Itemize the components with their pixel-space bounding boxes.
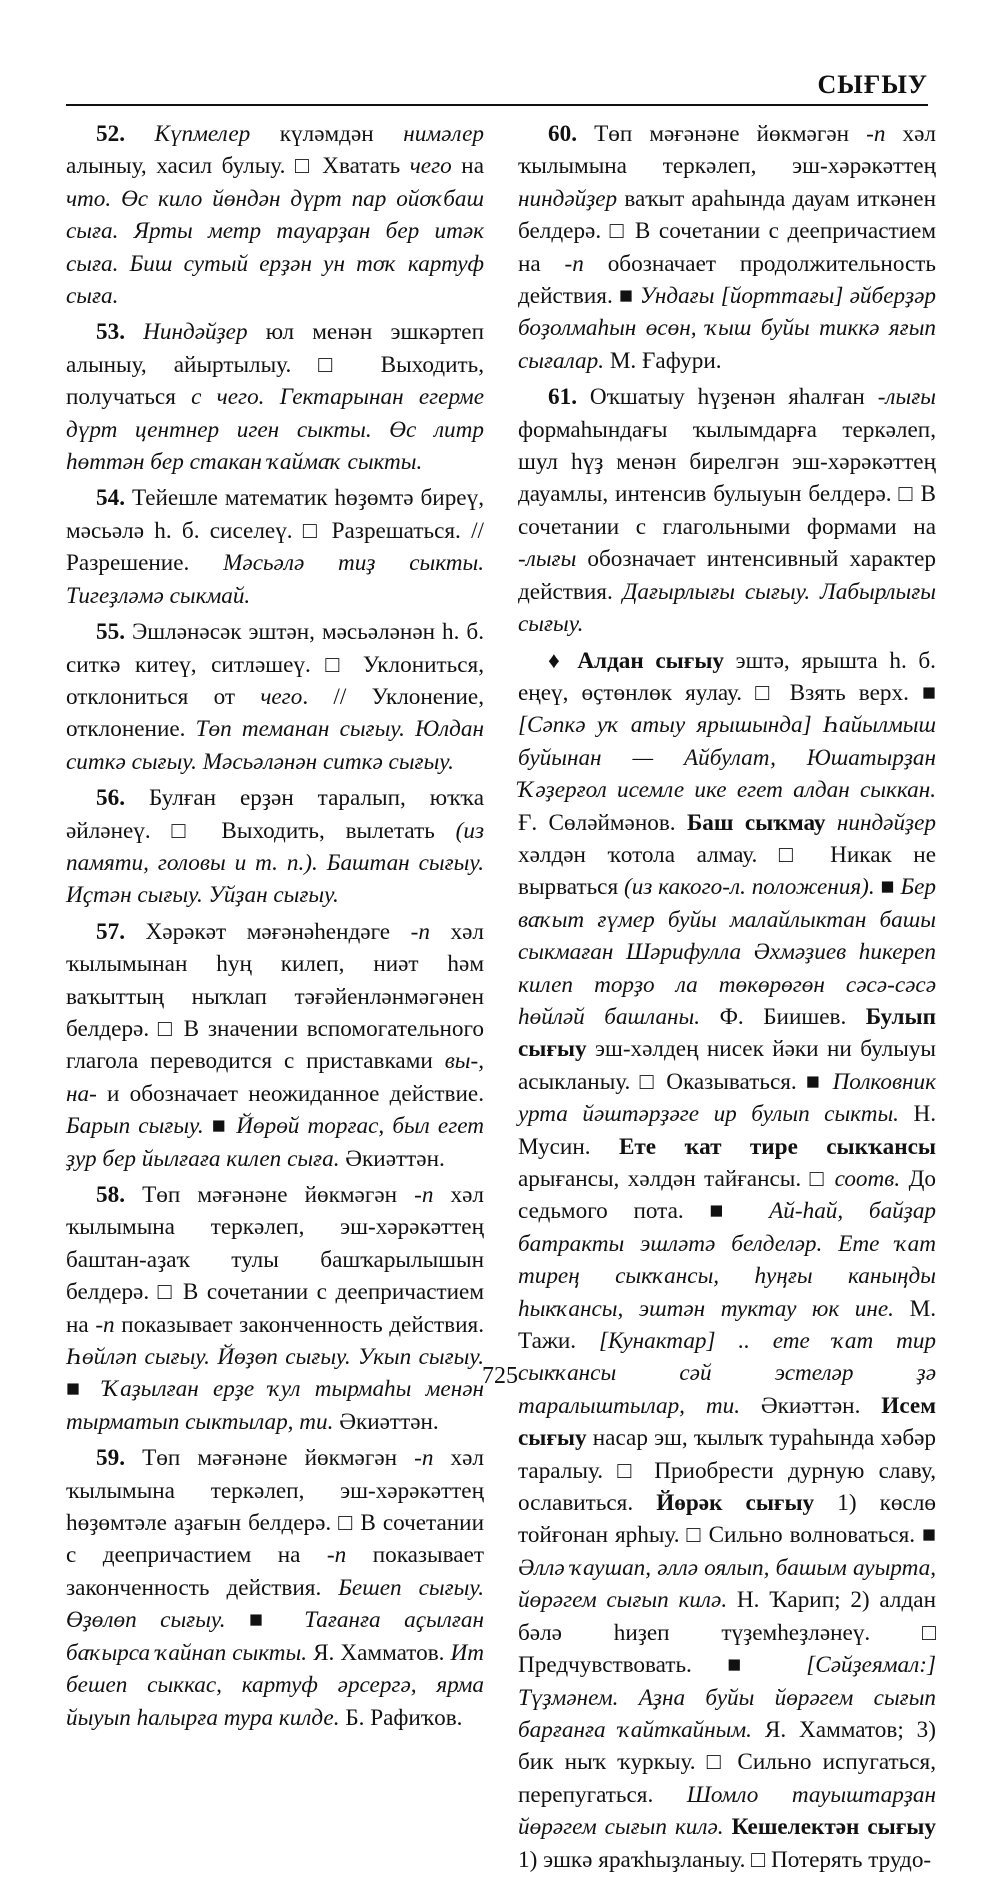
left-column <box>66 118 484 1738</box>
dictionary-entry-59: 59. Төп мәғәнәне йөкмәгән -п хәл ҡылымына теркәлеп, эш-хәрәкәттең һөҙөмтәле аҙағын белдерә. □ В сочетании с деепричастием на -п показывает законченность действия. Бешеп сығыу. Өҙөлөп сығыу. ■ Тағанға аҫылған баҡырса ҡайнап сыкты. Я. Хамматов. Ит бешеп сыккас, картуф әрсергә, ярма йыуып һалырға тура килде. Б. Рафиҡов. <box>66 1445 484 1731</box>
header-rule <box>66 104 928 106</box>
dictionary-entry-idioms: ♦ Алдан сығыу эштә, ярышта һ. б. еңеү, өҫтөнлөк яулау. □ Взять верх. ■ [Сәпкә уҡ атыу ярышында] Һайылмыш буйынан — Айбулат, Юшатырҙан Ҡәҙерғол исемле ике егет алдан сыккан. Ғ. Сөләймәнов. Баш сыҡмау ниндәйҙер хәлдән ҡотола алмау. □ Никак не вырваться (из какого-л. положения). ■ Бер ваҡыт ғүмер буйы малайлыктан башы сыкмаған Шәрифулла Әхмәҙиев һикереп килеп торҙо ла төкөрөгөн сәсә-сәсә һөйләй башланы. Ф. Биишев. Булып сығыу эш-хәлдең нисек йәки ни булыуы асыкланыу. □ Оказываться. ■ Полковник урта йәштәрҙәге ир булып сыкты. Н. Мусин. Ете ҡат тире сыкҡансы арығансы, хәлдән тайғансы. □ соотв. До седьмого пота. ■ Ай-һай, байҙар батракты эшләтә белделәр. Ете ҡат тирең сыкҡансы, һуңғы каныңды һыкҡансы, эштән туктау юк ине. М. Тажи. [Кунактар] .. ете ҡат тир сыкҡансы сәй эстеләр ҙә таралыштылар, ти. Әкиәттән. Исем сығыу насар эш, ҡылыҡ тураһында хәбәр таралыу. □ Приобрести дурную славу, ославиться. Йөрәк сығыу 1) көслө тойғонан ярһыу. □ Сильно волноваться. ■ Әллә ҡаушап, әллә оялып, башым ауырта, йөрәгем сығып килә. Н. Ҡарип; 2) алдан бәлә һиҙеп түҙемһеҙләнеү. □ Предчувствовать. ■ [Сәйҙеямал:] Түҙмәнем. Аҙна буйы йөрәгем сығып барғанға ҡайткайным. Я. Хамматов; 3) бик ныҡ ҡуркыу. □ Сильно испугаться, перепугаться. Шомло тауыштарҙан йөрәгем сығып килә. Кешелектән сығыу 1) эшкә яраҡһыҙланыу. □ Потерять трудо- <box>518 647 937 1873</box>
dictionary-entry-55: 55. Эшләнәсәк эштән, мәсьәләнән һ. б. ситкә китеү, ситләшеү. □ Уклониться, отклониться от чего. // Уклонение, отклонение. Төп теманан сығыу. Юлдан ситкә сығыу. Мәсьәләнән ситкә сығыу. <box>66 619 484 775</box>
dictionary-entry-53: 53. Ниндәйҙер юл менән эшкәртеп алыныу, айыртылыу. □ Выходить, получаться с чего. Гектарынан егерме дүрт центнер иген сыкты. Өс литр һөттән бер стакан ҡаймаҡ сыкты. <box>66 319 484 476</box>
dictionary-entry-56: 56. Булған ерҙән таралып, юҡҡа әйләнеү. □ Выходить, вылетать (из памяти, головы и т. п.). Баштан сығыу. Иҫтән сығыу. Уйҙан сығыу. <box>66 785 484 909</box>
dictionary-entry-57: 57. Хәрәкәт мәғәнәһендәге -п хәл ҡылымынан һуң килеп, ниәт һәм ваҡыттың ныҡлап тәғәйенләнмәгәнен белдерә. □ В значении вспомогательного глагола переводится с приставками вы-, на- и обозначает неожиданное действие. Барып сығыу. ■ Йөрөй торғас, был егет ҙур бер йылғаға килеп сыға. Әкиәттән. <box>66 918 484 1172</box>
page-number: 725 <box>482 1363 518 1389</box>
right-column <box>518 118 936 1880</box>
dictionary-entry-60: 60. Төп мәғәнәне йөкмәгән -п хәл ҡылымына теркәлеп, эш-хәрәкәттең ниндәйҙер ваҡыт араһында дауам иткәнен белдерә. □ В сочетании с деепричастием на -п обозначает продолжительность действия. ■ Ундағы [йорттағы] әйберҙәр боҙолмаһын өсөн, ҡыш буйы тиккә яғып сығалар. М. Ғафури. <box>518 121 937 374</box>
dictionary-entry-52: 52. Күпмелер күләмдән нимәлер алыныу, хасил булыу. □ Хватать чего на что. Өс кило йөндән дүрт пар ойоҡбаш сыға. Ярты метр тауарҙан бер итәк сыға. Биш сутый ерҙән ун тоҡ картуф сыға. <box>66 121 484 310</box>
running-head: СЫҒЫУ <box>817 70 928 99</box>
dictionary-entry-54: 54. Тейешле математик һөҙөмтә биреү, мәсьәлә һ. б. сиселеү. □ Разрешаться. // Разрешение. Мәсьәлә тиҙ сыкты. Тигеҙләмә сыкмай. <box>66 485 484 609</box>
dictionary-entry-58: 58. Төп мәғәнәне йөкмәгән -п хәл ҡылымына теркәлеп, эш-хәрәкәттең баштан-аҙаҡ тулы башҡарылышын белдерә. □ В сочетании с деепричастием на -п показывает законченность действия. Һөйләп сығыу. Йөҙөп сығыу. Укып сығыу. ■ Ҡаҙылған ерҙе ҡул тырмаһы менән тырматып сыктылар, ти. Әкиәттән. <box>66 1182 484 1435</box>
dictionary-entry-61: 61. Оҡшатыу һүҙенән яһалған -лығы формаһындағы ҡылымдарға теркәлеп, шул һүҙ менән бирелгән эш-хәрәкәттең дауамлы, интенсив булыуын белдерә. □ В сочетании с глагольными формами на -лығы обозначает интенсивный характер действия. Дағырлығы сығыу. Лабырлығы сығыу. <box>518 384 936 638</box>
